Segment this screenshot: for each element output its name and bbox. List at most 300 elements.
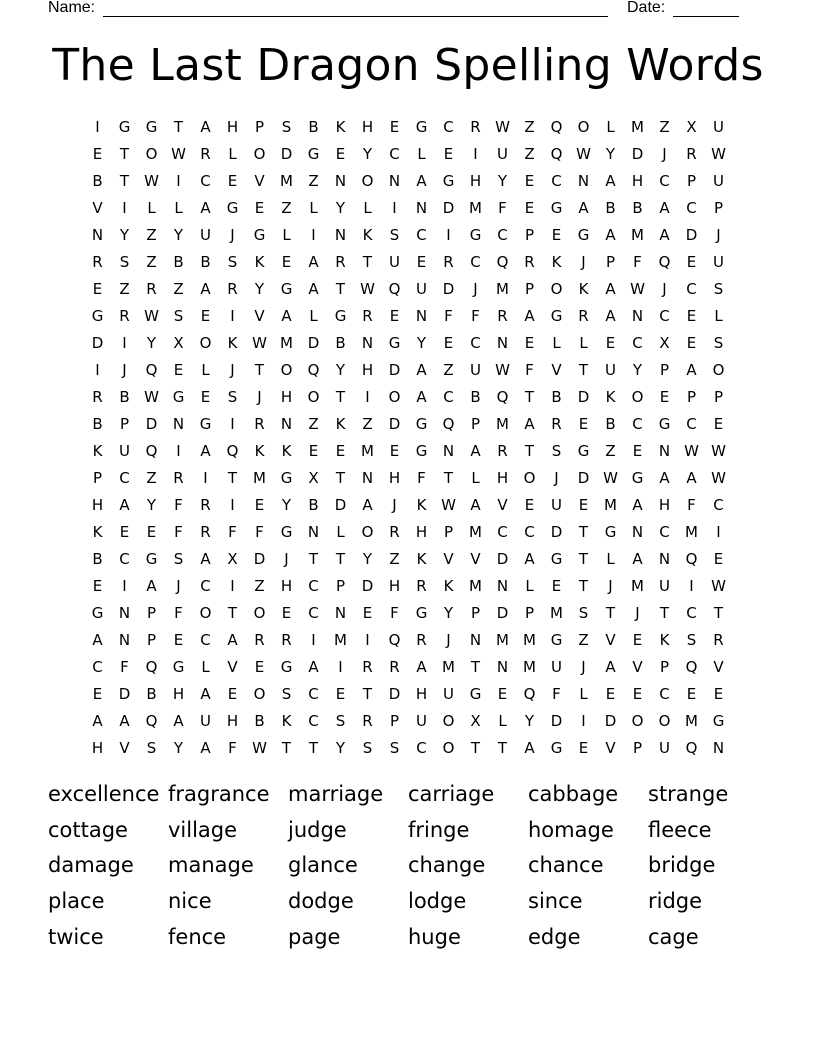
grid-letter[interactable]: Z <box>281 199 292 217</box>
grid-letter[interactable]: U <box>605 361 616 379</box>
grid-letter[interactable]: I <box>122 334 127 352</box>
grid-letter[interactable]: E <box>578 739 589 757</box>
grid-letter[interactable]: Y <box>632 361 643 379</box>
grid-letter[interactable]: Y <box>335 361 346 379</box>
grid-letter[interactable]: G <box>415 442 428 460</box>
grid-letter[interactable]: E <box>200 388 211 406</box>
grid-letter[interactable]: X <box>686 118 697 136</box>
grid-letter[interactable]: K <box>443 577 454 595</box>
grid-letter[interactable]: G <box>550 739 563 757</box>
grid-letter[interactable]: P <box>659 658 670 676</box>
grid-letter[interactable]: W <box>576 145 591 163</box>
grid-letter[interactable]: P <box>470 415 481 433</box>
grid-letter[interactable]: O <box>442 739 455 757</box>
grid-letter[interactable]: G <box>91 307 104 325</box>
grid-letter[interactable]: V <box>227 658 238 676</box>
grid-letter[interactable]: T <box>335 469 346 487</box>
grid-letter[interactable]: J <box>230 226 235 244</box>
grid-letter[interactable]: D <box>550 712 563 730</box>
grid-letter[interactable]: R <box>335 253 346 271</box>
grid-letter[interactable]: L <box>417 145 426 163</box>
grid-letter[interactable]: N <box>415 199 428 217</box>
grid-letter[interactable]: K <box>551 253 562 271</box>
grid-letter[interactable]: A <box>605 658 616 676</box>
grid-letter[interactable]: A <box>200 685 211 703</box>
grid-letter[interactable]: M <box>334 631 347 649</box>
grid-letter[interactable]: N <box>172 415 185 433</box>
grid-letter[interactable]: B <box>254 712 265 730</box>
grid-letter[interactable]: S <box>389 226 400 244</box>
grid-letter[interactable]: T <box>362 685 373 703</box>
grid-letter[interactable]: C <box>713 496 724 514</box>
grid-letter[interactable]: E <box>200 307 211 325</box>
grid-letter[interactable]: N <box>280 415 293 433</box>
grid-letter[interactable]: B <box>92 172 103 190</box>
grid-letter[interactable]: A <box>200 739 211 757</box>
grid-letter[interactable]: A <box>659 199 670 217</box>
grid-letter[interactable]: N <box>361 469 374 487</box>
grid-letter[interactable]: W <box>711 577 726 595</box>
grid-letter[interactable]: F <box>174 604 183 622</box>
grid-letter[interactable]: T <box>524 442 535 460</box>
grid-letter[interactable]: Q <box>145 658 158 676</box>
grid-letter[interactable]: E <box>524 199 535 217</box>
grid-letter[interactable]: I <box>365 631 370 649</box>
grid-letter[interactable]: V <box>254 307 265 325</box>
grid-letter[interactable]: B <box>470 388 481 406</box>
grid-letter[interactable]: O <box>577 118 590 136</box>
grid-letter[interactable]: J <box>581 658 586 676</box>
grid-letter[interactable]: A <box>416 361 427 379</box>
grid-letter[interactable]: I <box>203 469 208 487</box>
grid-letter[interactable]: C <box>308 604 319 622</box>
grid-letter[interactable]: R <box>281 631 292 649</box>
grid-letter[interactable]: P <box>335 577 346 595</box>
grid-letter[interactable]: Z <box>146 253 157 271</box>
grid-letter[interactable]: N <box>496 658 509 676</box>
grid-letter[interactable]: Z <box>119 280 130 298</box>
grid-letter[interactable]: K <box>659 631 670 649</box>
grid-letter[interactable]: E <box>551 226 562 244</box>
grid-letter[interactable]: H <box>469 172 482 190</box>
grid-letter[interactable]: G <box>604 523 617 541</box>
grid-letter[interactable]: F <box>417 469 426 487</box>
grid-letter[interactable]: U <box>119 442 130 460</box>
grid-letter[interactable]: A <box>524 739 535 757</box>
grid-letter[interactable]: P <box>443 523 454 541</box>
grid-letter[interactable]: S <box>389 739 400 757</box>
grid-letter[interactable]: T <box>119 172 130 190</box>
grid-letter[interactable]: A <box>119 496 130 514</box>
grid-letter[interactable]: R <box>92 253 103 271</box>
grid-letter[interactable]: A <box>605 226 616 244</box>
grid-letter[interactable]: Z <box>308 172 319 190</box>
grid-letter[interactable]: B <box>92 415 103 433</box>
grid-letter[interactable]: K <box>335 415 346 433</box>
grid-letter[interactable]: A <box>200 550 211 568</box>
grid-letter[interactable]: W <box>144 388 159 406</box>
grid-letter[interactable]: I <box>176 442 181 460</box>
grid-letter[interactable]: Q <box>442 415 455 433</box>
grid-letter[interactable]: W <box>144 307 159 325</box>
grid-letter[interactable]: N <box>334 604 347 622</box>
grid-letter[interactable]: I <box>338 658 343 676</box>
grid-letter[interactable]: G <box>280 658 293 676</box>
grid-letter[interactable]: K <box>254 253 265 271</box>
grid-letter[interactable]: A <box>686 361 697 379</box>
grid-letter[interactable]: C <box>119 550 130 568</box>
grid-letter[interactable]: Q <box>226 442 239 460</box>
grid-letter[interactable]: K <box>416 550 427 568</box>
grid-letter[interactable]: T <box>308 739 319 757</box>
grid-letter[interactable]: M <box>280 334 293 352</box>
grid-letter[interactable]: B <box>605 199 616 217</box>
grid-letter[interactable]: C <box>659 523 670 541</box>
grid-letter[interactable]: G <box>658 415 671 433</box>
grid-letter[interactable]: A <box>308 658 319 676</box>
grid-letter[interactable]: C <box>632 334 643 352</box>
grid-letter[interactable]: N <box>469 631 482 649</box>
grid-letter[interactable]: E <box>92 145 103 163</box>
grid-letter[interactable]: Z <box>389 550 400 568</box>
grid-letter[interactable]: R <box>146 280 157 298</box>
grid-letter[interactable]: G <box>631 469 644 487</box>
grid-letter[interactable]: M <box>442 658 455 676</box>
grid-letter[interactable]: G <box>550 199 563 217</box>
grid-letter[interactable]: M <box>631 577 644 595</box>
grid-letter[interactable]: N <box>496 334 509 352</box>
grid-letter[interactable]: E <box>659 388 670 406</box>
grid-letter[interactable]: D <box>91 334 104 352</box>
grid-letter[interactable]: L <box>498 712 507 730</box>
grid-letter[interactable]: N <box>334 226 347 244</box>
grid-letter[interactable]: I <box>95 361 100 379</box>
grid-letter[interactable]: F <box>228 739 237 757</box>
grid-letter[interactable]: E <box>146 523 157 541</box>
grid-letter[interactable]: A <box>308 253 319 271</box>
grid-letter[interactable]: O <box>253 685 266 703</box>
grid-letter[interactable]: E <box>335 145 346 163</box>
grid-letter[interactable]: I <box>689 577 694 595</box>
grid-letter[interactable]: T <box>362 253 373 271</box>
grid-letter[interactable]: P <box>686 172 697 190</box>
grid-letter[interactable]: J <box>662 145 667 163</box>
grid-letter[interactable]: D <box>685 226 698 244</box>
grid-letter[interactable]: A <box>92 631 103 649</box>
grid-letter[interactable]: J <box>230 361 235 379</box>
grid-letter[interactable]: P <box>713 199 724 217</box>
grid-letter[interactable]: N <box>307 523 320 541</box>
grid-letter[interactable]: O <box>307 388 320 406</box>
grid-letter[interactable]: F <box>444 307 453 325</box>
grid-letter[interactable]: Y <box>281 496 292 514</box>
grid-letter[interactable]: Q <box>496 388 509 406</box>
grid-letter[interactable]: Y <box>605 145 616 163</box>
grid-letter[interactable]: O <box>658 712 671 730</box>
grid-letter[interactable]: H <box>361 118 374 136</box>
grid-letter[interactable]: U <box>497 145 508 163</box>
grid-letter[interactable]: F <box>120 658 129 676</box>
grid-letter[interactable]: F <box>525 361 534 379</box>
grid-letter[interactable]: M <box>550 604 563 622</box>
grid-letter[interactable]: E <box>389 307 400 325</box>
grid-letter[interactable]: I <box>365 388 370 406</box>
grid-letter[interactable]: D <box>496 604 509 622</box>
grid-letter[interactable]: A <box>227 631 238 649</box>
grid-letter[interactable]: E <box>389 118 400 136</box>
grid-letter[interactable]: U <box>470 361 481 379</box>
grid-letter[interactable]: Q <box>145 361 158 379</box>
grid-letter[interactable]: G <box>442 172 455 190</box>
grid-letter[interactable]: D <box>388 415 401 433</box>
grid-letter[interactable]: C <box>443 388 454 406</box>
grid-letter[interactable]: H <box>172 685 185 703</box>
grid-letter[interactable]: R <box>92 388 103 406</box>
grid-letter[interactable]: N <box>577 172 590 190</box>
grid-letter[interactable]: E <box>227 685 238 703</box>
grid-letter[interactable]: S <box>173 550 184 568</box>
grid-letter[interactable]: G <box>577 442 590 460</box>
grid-letter[interactable]: A <box>524 307 535 325</box>
grid-letter[interactable]: D <box>577 388 590 406</box>
grid-letter[interactable]: R <box>389 523 400 541</box>
grid-letter[interactable]: V <box>92 199 103 217</box>
grid-letter[interactable]: I <box>176 172 181 190</box>
grid-letter[interactable]: L <box>606 118 615 136</box>
grid-letter[interactable]: O <box>253 604 266 622</box>
grid-letter[interactable]: C <box>659 685 670 703</box>
grid-letter[interactable]: C <box>632 415 643 433</box>
grid-letter[interactable]: W <box>495 361 510 379</box>
grid-letter[interactable]: W <box>711 469 726 487</box>
grid-letter[interactable]: A <box>470 496 481 514</box>
grid-letter[interactable]: P <box>146 604 157 622</box>
grid-letter[interactable]: T <box>578 361 589 379</box>
grid-letter[interactable]: Q <box>685 550 698 568</box>
grid-letter[interactable]: M <box>604 496 617 514</box>
grid-letter[interactable]: Q <box>145 442 158 460</box>
grid-letter[interactable]: R <box>200 523 211 541</box>
grid-letter[interactable]: T <box>578 523 589 541</box>
grid-letter[interactable]: N <box>658 550 671 568</box>
grid-letter[interactable]: F <box>471 307 480 325</box>
grid-letter[interactable]: H <box>658 496 671 514</box>
grid-letter[interactable]: T <box>713 604 724 622</box>
grid-letter[interactable]: L <box>174 199 183 217</box>
grid-letter[interactable]: S <box>362 739 373 757</box>
grid-letter[interactable]: E <box>605 334 616 352</box>
grid-letter[interactable]: I <box>122 199 127 217</box>
grid-letter[interactable]: W <box>252 334 267 352</box>
grid-letter[interactable]: C <box>659 307 670 325</box>
grid-letter[interactable]: U <box>200 712 211 730</box>
grid-letter[interactable]: H <box>91 496 104 514</box>
grid-letter[interactable]: D <box>388 685 401 703</box>
grid-letter[interactable]: G <box>118 118 131 136</box>
grid-letter[interactable]: F <box>228 523 237 541</box>
grid-letter[interactable]: B <box>146 685 157 703</box>
grid-letter[interactable]: E <box>173 631 184 649</box>
grid-letter[interactable]: R <box>551 415 562 433</box>
grid-letter[interactable]: L <box>552 334 561 352</box>
grid-letter[interactable]: O <box>253 145 266 163</box>
grid-letter[interactable]: Q <box>307 361 320 379</box>
grid-letter[interactable]: L <box>282 226 291 244</box>
grid-letter[interactable]: Z <box>524 118 535 136</box>
grid-letter[interactable]: A <box>632 550 643 568</box>
grid-letter[interactable]: T <box>227 469 238 487</box>
grid-letter[interactable]: A <box>416 388 427 406</box>
grid-letter[interactable]: I <box>311 631 316 649</box>
grid-letter[interactable]: G <box>415 604 428 622</box>
grid-letter[interactable]: P <box>146 631 157 649</box>
grid-letter[interactable]: T <box>497 739 508 757</box>
grid-letter[interactable]: R <box>362 307 373 325</box>
grid-letter[interactable]: A <box>659 226 670 244</box>
grid-letter[interactable]: F <box>498 199 507 217</box>
grid-letter[interactable]: N <box>334 172 347 190</box>
grid-letter[interactable]: W <box>711 145 726 163</box>
grid-letter[interactable]: C <box>308 685 319 703</box>
grid-letter[interactable]: P <box>389 712 400 730</box>
grid-letter[interactable]: T <box>578 577 589 595</box>
grid-letter[interactable]: U <box>416 712 427 730</box>
grid-letter[interactable]: P <box>632 739 643 757</box>
grid-letter[interactable]: V <box>119 739 130 757</box>
grid-letter[interactable]: E <box>335 442 346 460</box>
grid-letter[interactable]: L <box>309 307 318 325</box>
grid-letter[interactable]: A <box>200 199 211 217</box>
grid-letter[interactable]: L <box>336 523 345 541</box>
grid-letter[interactable]: Y <box>335 739 346 757</box>
grid-letter[interactable]: G <box>145 118 158 136</box>
grid-letter[interactable]: V <box>443 550 454 568</box>
grid-letter[interactable]: G <box>388 334 401 352</box>
grid-letter[interactable]: A <box>578 199 589 217</box>
grid-letter[interactable]: C <box>686 199 697 217</box>
grid-letter[interactable]: J <box>581 253 586 271</box>
grid-letter[interactable]: W <box>495 118 510 136</box>
grid-letter[interactable]: N <box>361 334 374 352</box>
grid-letter[interactable]: F <box>255 523 264 541</box>
grid-letter[interactable]: V <box>254 172 265 190</box>
grid-letter[interactable]: E <box>443 334 454 352</box>
grid-letter[interactable]: T <box>470 739 481 757</box>
grid-letter[interactable]: C <box>686 280 697 298</box>
grid-letter[interactable]: W <box>603 469 618 487</box>
grid-letter[interactable]: U <box>713 172 724 190</box>
grid-letter[interactable]: P <box>254 118 265 136</box>
grid-letter[interactable]: C <box>200 631 211 649</box>
grid-letter[interactable]: G <box>253 226 266 244</box>
grid-letter[interactable]: G <box>550 550 563 568</box>
grid-letter[interactable]: L <box>147 199 156 217</box>
grid-letter[interactable]: P <box>470 604 481 622</box>
grid-letter[interactable]: M <box>469 523 482 541</box>
grid-letter[interactable]: L <box>579 334 588 352</box>
grid-letter[interactable]: A <box>470 442 481 460</box>
grid-letter[interactable]: L <box>228 145 237 163</box>
grid-letter[interactable]: T <box>281 739 292 757</box>
grid-letter[interactable]: U <box>551 496 562 514</box>
grid-letter[interactable]: M <box>523 631 536 649</box>
grid-letter[interactable]: A <box>308 280 319 298</box>
grid-letter[interactable]: E <box>92 280 103 298</box>
grid-letter[interactable]: R <box>578 307 589 325</box>
grid-letter[interactable]: I <box>446 226 451 244</box>
grid-letter[interactable]: G <box>550 631 563 649</box>
grid-letter[interactable]: S <box>281 118 292 136</box>
grid-letter[interactable]: N <box>442 442 455 460</box>
grid-letter[interactable]: K <box>578 280 589 298</box>
grid-letter[interactable]: I <box>230 577 235 595</box>
grid-letter[interactable]: M <box>469 199 482 217</box>
grid-letter[interactable]: E <box>524 334 535 352</box>
grid-letter[interactable]: Q <box>388 280 401 298</box>
grid-letter[interactable]: P <box>659 361 670 379</box>
grid-letter[interactable]: H <box>496 469 509 487</box>
grid-letter[interactable]: C <box>389 145 400 163</box>
grid-letter[interactable]: R <box>686 145 697 163</box>
grid-letter[interactable]: J <box>392 496 397 514</box>
grid-letter[interactable]: B <box>632 199 643 217</box>
grid-letter[interactable]: B <box>92 550 103 568</box>
grid-letter[interactable]: A <box>416 172 427 190</box>
grid-letter[interactable]: E <box>92 685 103 703</box>
grid-letter[interactable]: O <box>631 388 644 406</box>
grid-letter[interactable]: T <box>308 550 319 568</box>
grid-letter[interactable]: A <box>200 118 211 136</box>
grid-letter[interactable]: A <box>659 469 670 487</box>
grid-letter[interactable]: V <box>551 361 562 379</box>
grid-letter[interactable]: L <box>606 550 615 568</box>
grid-letter[interactable]: N <box>388 172 401 190</box>
grid-letter[interactable]: D <box>631 145 644 163</box>
grid-letter[interactable]: U <box>389 253 400 271</box>
grid-letter[interactable]: L <box>714 307 723 325</box>
grid-letter[interactable]: D <box>307 334 320 352</box>
grid-letter[interactable]: D <box>334 496 347 514</box>
grid-letter[interactable]: O <box>280 361 293 379</box>
grid-letter[interactable]: T <box>254 361 265 379</box>
grid-letter[interactable]: O <box>145 145 158 163</box>
grid-letter[interactable]: G <box>91 604 104 622</box>
grid-letter[interactable]: E <box>119 523 130 541</box>
grid-letter[interactable]: M <box>469 577 482 595</box>
grid-letter[interactable]: H <box>415 523 428 541</box>
grid-letter[interactable]: G <box>415 415 428 433</box>
grid-letter[interactable]: L <box>201 658 210 676</box>
grid-letter[interactable]: V <box>470 550 481 568</box>
grid-letter[interactable]: H <box>388 469 401 487</box>
grid-letter[interactable]: Y <box>416 334 427 352</box>
grid-letter[interactable]: K <box>605 388 616 406</box>
grid-letter[interactable]: Z <box>659 118 670 136</box>
grid-letter[interactable]: E <box>713 685 724 703</box>
grid-letter[interactable]: H <box>226 712 239 730</box>
grid-letter[interactable]: E <box>92 577 103 595</box>
grid-letter[interactable]: S <box>335 712 346 730</box>
grid-letter[interactable]: W <box>711 442 726 460</box>
grid-letter[interactable]: E <box>605 685 616 703</box>
grid-letter[interactable]: N <box>631 523 644 541</box>
grid-letter[interactable]: P <box>524 280 535 298</box>
grid-letter[interactable]: P <box>119 415 130 433</box>
grid-letter[interactable]: O <box>199 604 212 622</box>
grid-letter[interactable]: S <box>281 685 292 703</box>
grid-letter[interactable]: K <box>416 496 427 514</box>
grid-letter[interactable]: F <box>633 253 642 271</box>
